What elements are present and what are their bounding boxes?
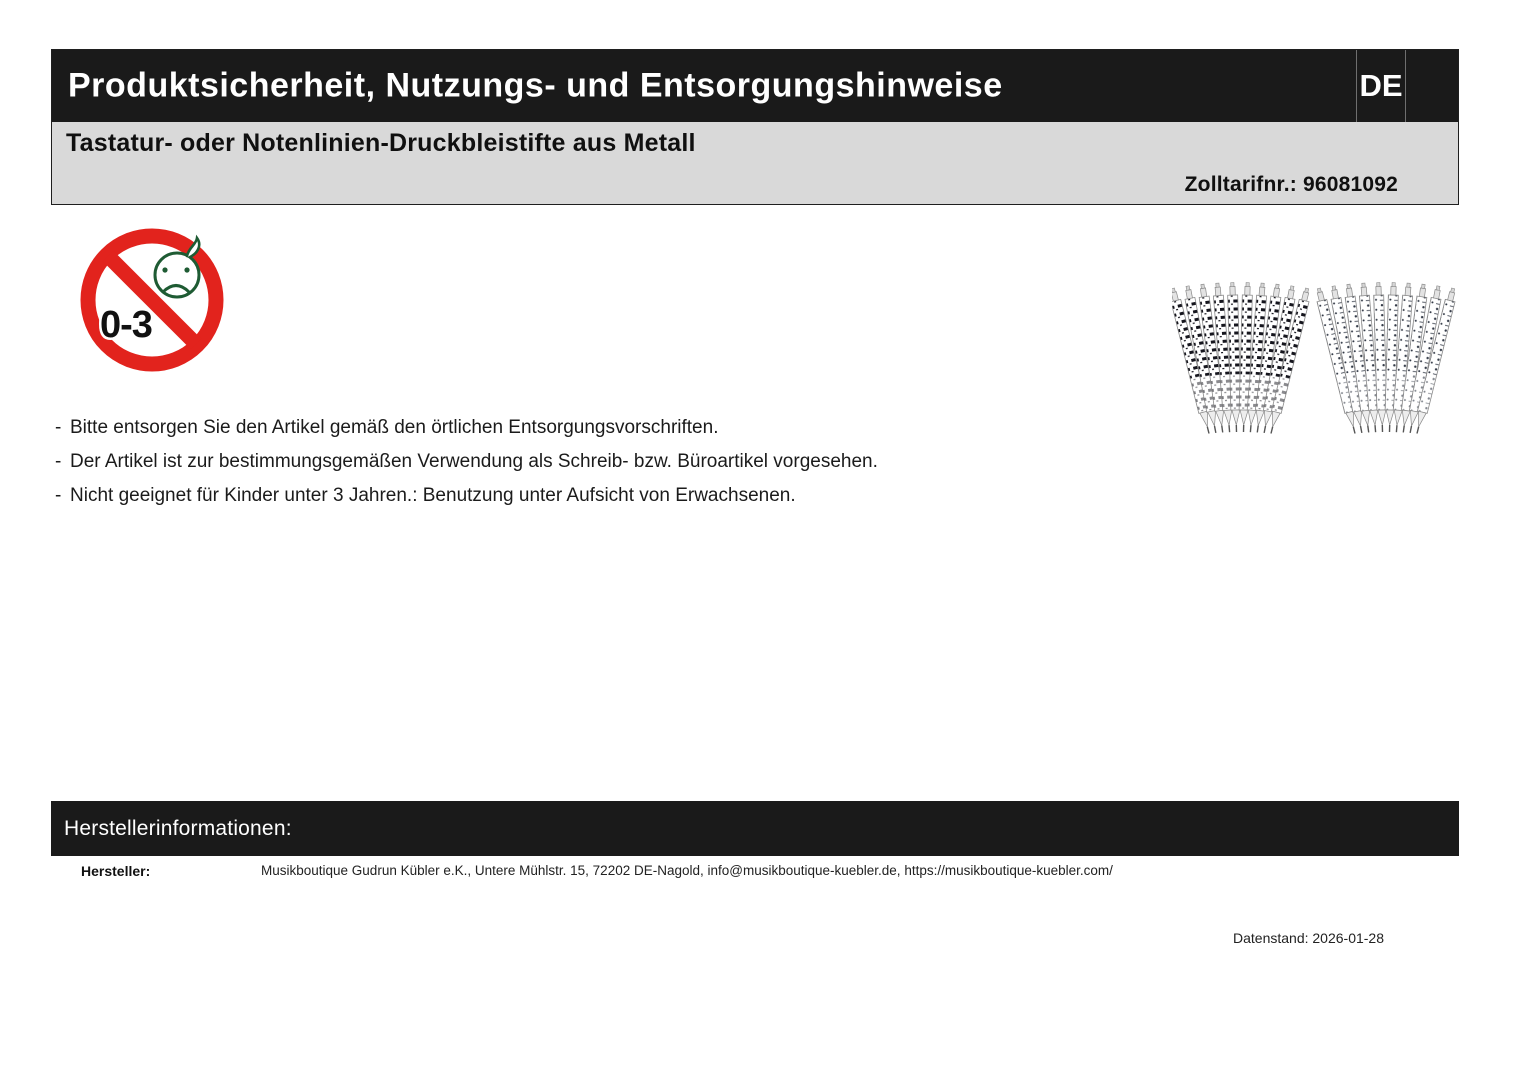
- manufacturer-value: Musikboutique Gudrun Kübler e.K., Untere Mühlstr. 15, 72202 DE-Nagold, info@musikboutique-kuebler.de, https://musikboutique-kuebler.com/: [261, 863, 1113, 878]
- manufacturer-label: Hersteller:: [81, 863, 151, 879]
- notation-pencils-fan: [1314, 282, 1458, 434]
- manufacturer-row: [51, 856, 1459, 898]
- note-intended-use: [55, 445, 878, 479]
- note-text: Der Artikel ist zur bestimmungsgemäßen Verwendung als Schreib- bzw. Büroartikel vorgesehen.: [70, 451, 878, 472]
- product-images: [1172, 270, 1462, 436]
- note-age-restriction: [55, 479, 878, 513]
- keyboard-pencils-fan: [1172, 282, 1312, 434]
- pencil-fans-image: [1172, 270, 1462, 436]
- page-title: Produktsicherheit, Nutzungs- und Entsorgungshinweise: [68, 66, 1003, 105]
- note-disposal: [55, 411, 878, 445]
- note-marker: -: [55, 485, 62, 506]
- data-status-date: Datenstand: 2026-01-28: [1233, 930, 1384, 946]
- product-title: Tastatur- oder Notenlinien-Druckbleistifte aus Metall: [66, 129, 696, 157]
- baby-eye-right: [184, 267, 189, 272]
- baby-eye-left: [162, 267, 167, 272]
- note-marker: -: [55, 451, 62, 472]
- note-text: Bitte entsorgen Sie den Artikel gemäß den örtlichen Entsorgungsvorschriften.: [70, 417, 719, 438]
- age-warning-icon: [79, 227, 225, 373]
- title-bar: [52, 50, 1458, 122]
- product-header: [52, 122, 1458, 204]
- note-marker: -: [55, 417, 62, 438]
- note-text: Nicht geeignet für Kinder unter 3 Jahren.: Benutzung unter Aufsicht von Erwachsenen.: [70, 485, 796, 506]
- no-children-0-3-icon: [79, 227, 225, 373]
- manufacturer-heading: Herstellerinformationen:: [64, 816, 292, 840]
- tariff-number: Zolltarifnr.: 96081092: [1184, 173, 1398, 196]
- document-header: [51, 49, 1459, 205]
- language-badge: [1356, 50, 1406, 122]
- manufacturer-section-header: [51, 801, 1459, 856]
- manufacturer-section: [51, 801, 1459, 898]
- language-badge-label: DE: [1359, 68, 1403, 103]
- age-range-label: 0-3: [100, 304, 152, 346]
- safety-notes-list: [55, 411, 878, 513]
